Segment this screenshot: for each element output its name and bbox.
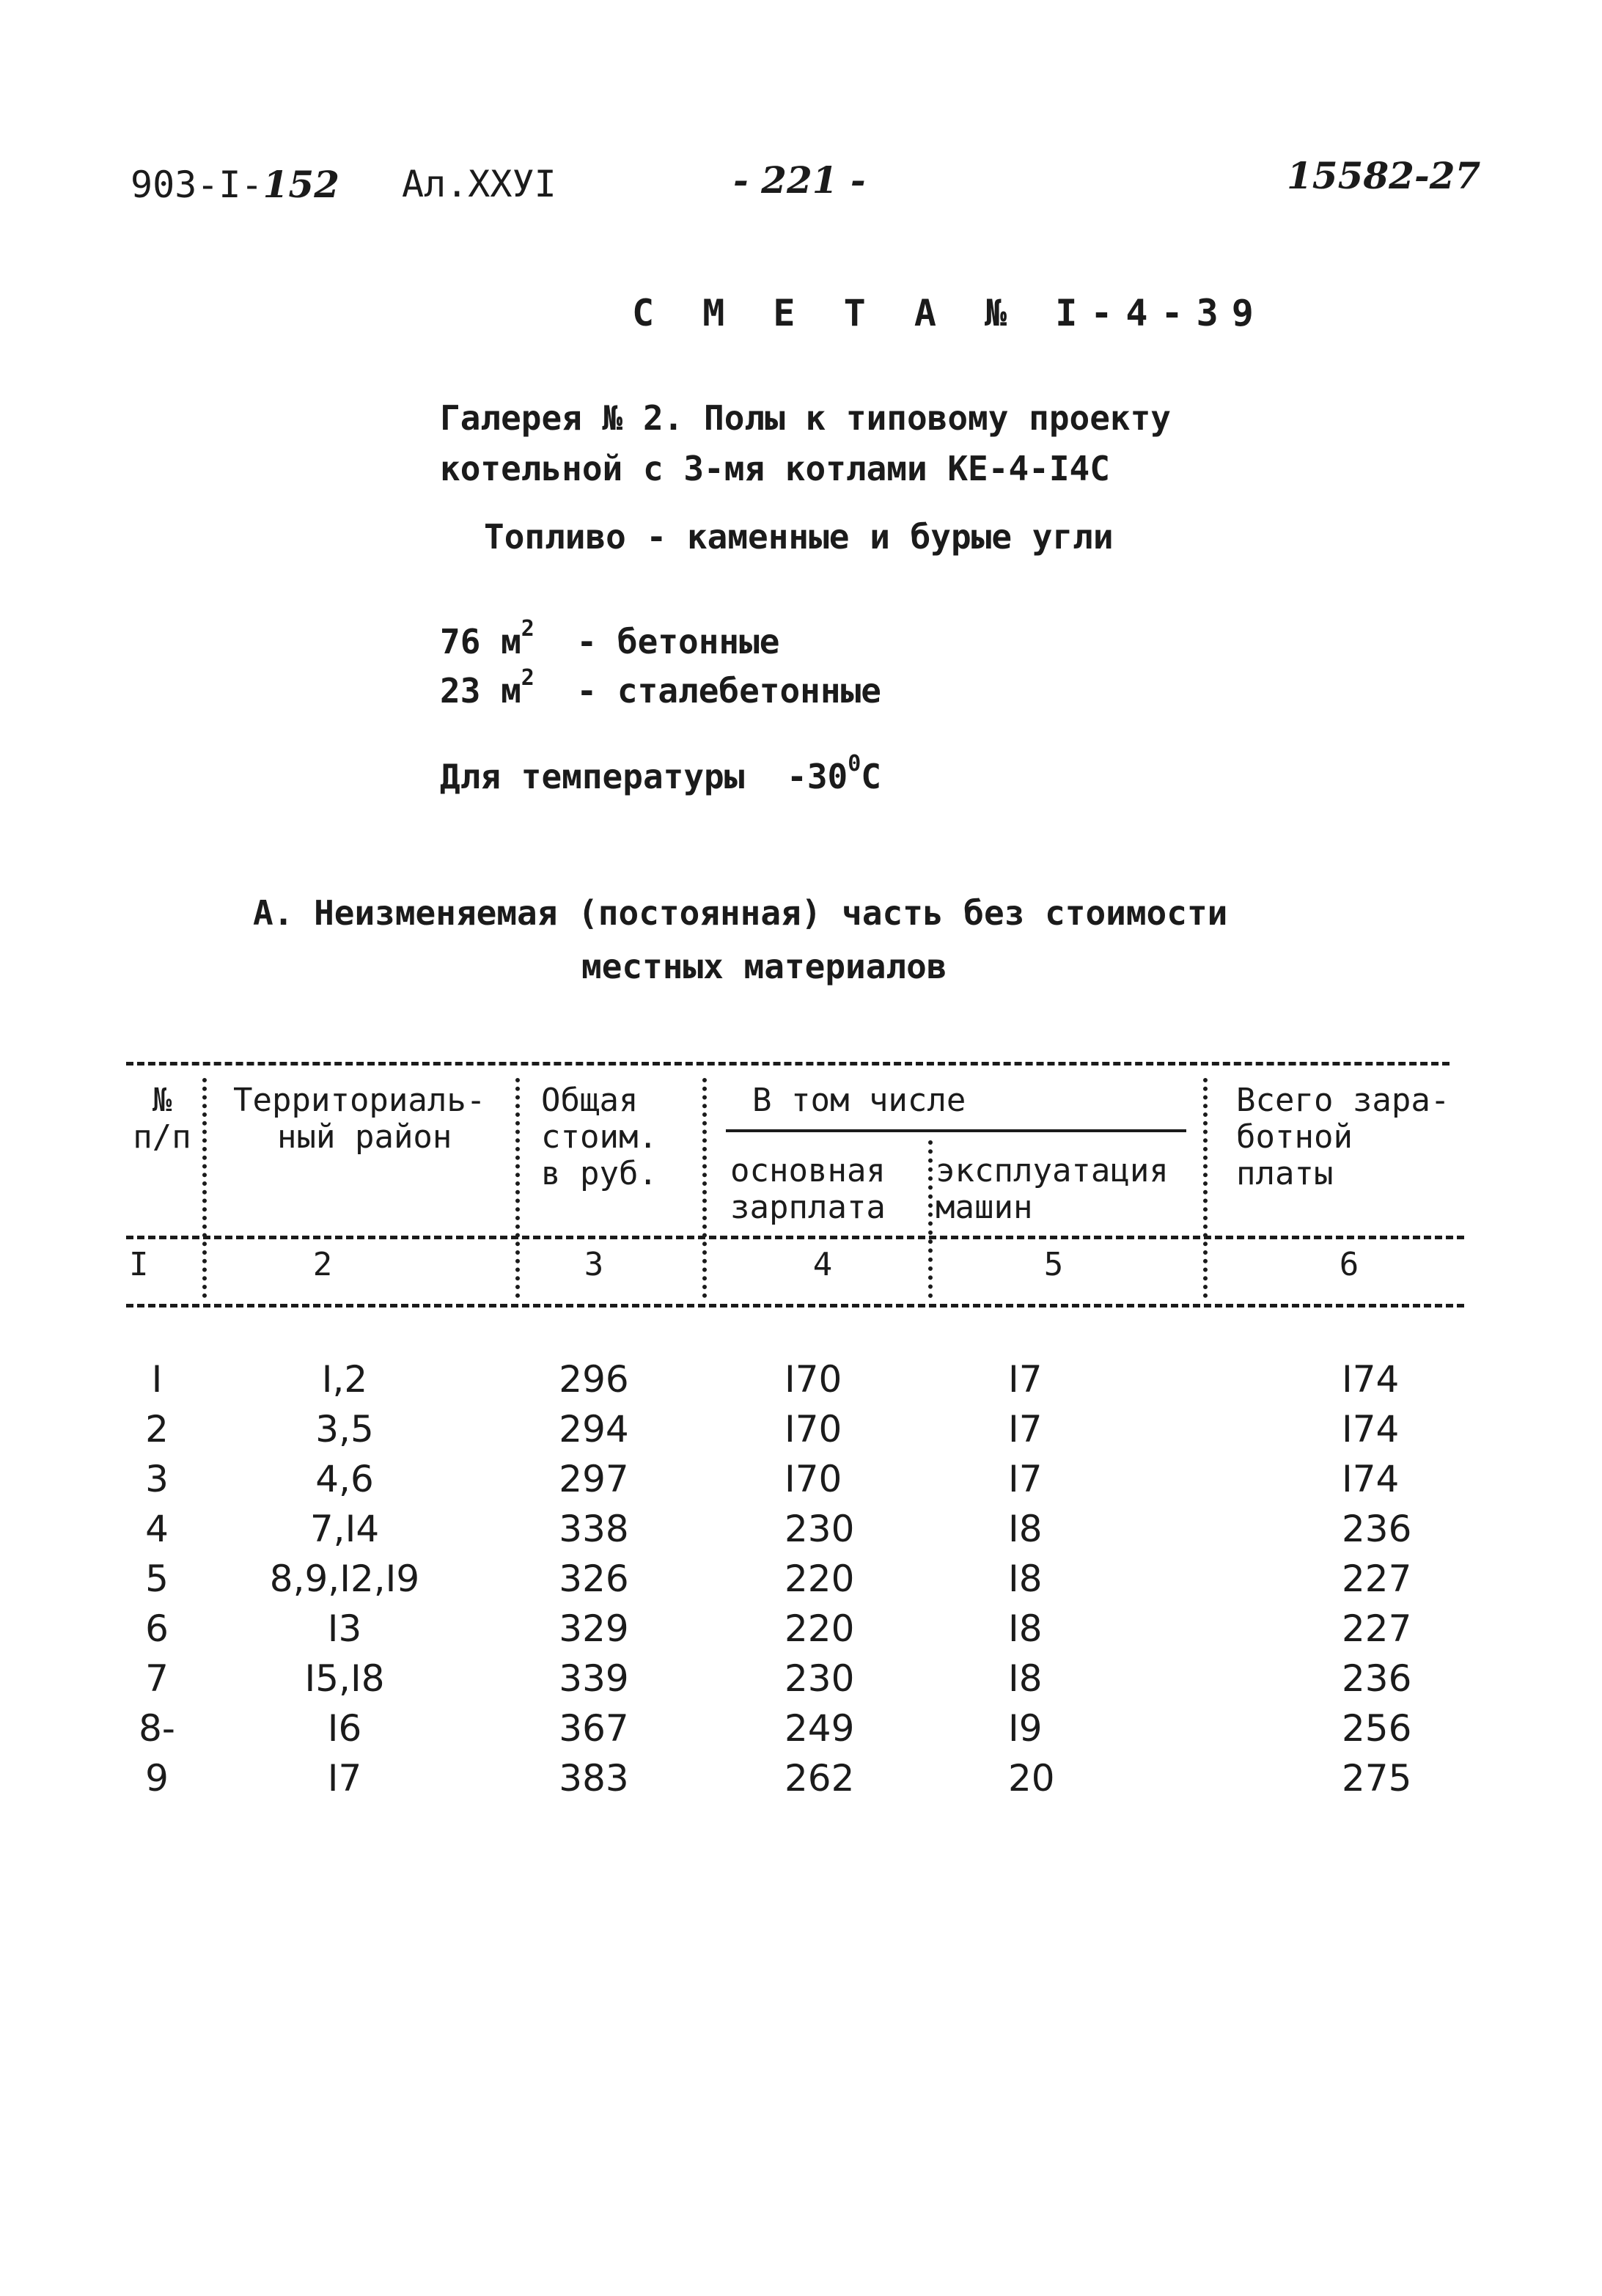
table-row	[0, 1408, 1602, 1458]
total-cost-cell: 326	[559, 1558, 629, 1600]
territorial-district-cell: I7	[327, 1757, 362, 1800]
total-wage-cell: 256	[1342, 1707, 1412, 1750]
total-cost-cell: 297	[559, 1458, 629, 1500]
header-bottom-rule	[126, 1236, 1464, 1239]
area-concrete-sup: 2	[521, 616, 534, 642]
subtitle-line-1: Галерея № 2. Полы к типовому проекту	[440, 398, 1171, 438]
machine-operation-cell: I7	[1008, 1458, 1043, 1500]
area-steel-concrete-value: 23 м	[440, 671, 521, 711]
document-code	[131, 163, 339, 206]
row-number-cell: I	[151, 1358, 163, 1401]
column-number: 6	[1339, 1246, 1359, 1283]
subtitle-line-2: котельной с 3-мя котлами КЕ-4-I4С	[440, 449, 1110, 488]
table-row	[0, 1508, 1602, 1558]
territorial-district-cell: 7,I4	[309, 1508, 380, 1550]
total-wage-cell: 227	[1342, 1607, 1412, 1650]
total-cost-cell: 329	[559, 1607, 629, 1650]
base-wage-cell: 220	[785, 1607, 855, 1650]
total-wage-cell: I74	[1342, 1458, 1400, 1500]
territorial-district-cell: 8,9,I2,I9	[269, 1558, 420, 1600]
table-row	[0, 1757, 1602, 1807]
base-wage-cell: I70	[785, 1408, 842, 1450]
base-wage-cell: 220	[785, 1558, 855, 1600]
machine-operation-cell: I8	[1008, 1558, 1043, 1600]
header-col4: основная зарплата	[730, 1152, 886, 1226]
total-wage-cell: 275	[1342, 1757, 1412, 1800]
total-wage-cell: 227	[1342, 1558, 1412, 1600]
machine-operation-cell: 20	[1008, 1757, 1055, 1800]
total-cost-cell: 383	[559, 1757, 629, 1800]
total-cost-cell: 367	[559, 1707, 629, 1750]
area-steel-concrete	[440, 665, 881, 711]
column-number: 5	[1043, 1246, 1064, 1283]
table-row	[0, 1707, 1602, 1757]
temperature-line	[440, 751, 881, 796]
territorial-district-cell: 4,6	[315, 1458, 374, 1500]
territorial-district-cell: I6	[327, 1707, 362, 1750]
total-wage-cell: I74	[1342, 1358, 1400, 1401]
row-number-cell: 8-	[139, 1707, 175, 1750]
total-wage-cell: I74	[1342, 1408, 1400, 1450]
sheet-number: 15582-27	[1287, 154, 1481, 197]
document-code-handwritten: 152	[262, 163, 339, 206]
header-col3: Общая стоим. в руб.	[541, 1082, 658, 1192]
page-number: - 221 -	[733, 158, 866, 202]
area-concrete	[440, 616, 780, 661]
machine-operation-cell: I9	[1008, 1707, 1043, 1750]
header-col5: эксплуатация машин	[936, 1152, 1169, 1226]
territorial-district-cell: 3,5	[315, 1408, 374, 1450]
table-row	[0, 1558, 1602, 1607]
section-heading-line-1: А. Неизменяемая (постоянная) часть без стоимости	[253, 893, 1228, 933]
row-number-cell: 2	[145, 1408, 169, 1450]
column-number: 4	[812, 1246, 833, 1283]
group-underline	[726, 1129, 1186, 1132]
row-number-cell: 3	[145, 1458, 169, 1500]
total-cost-cell: 296	[559, 1358, 629, 1401]
base-wage-cell: 230	[785, 1508, 855, 1550]
base-wage-cell: 249	[785, 1707, 855, 1750]
base-wage-cell: I70	[785, 1358, 842, 1401]
base-wage-cell: 230	[785, 1657, 855, 1700]
total-wage-cell: 236	[1342, 1657, 1412, 1700]
temperature-value: $-30^0С$	[787, 751, 881, 796]
territorial-district-cell: I,2	[321, 1358, 368, 1401]
total-cost-cell: 339	[559, 1657, 629, 1700]
area-concrete-value: 76 м	[440, 622, 521, 661]
machine-operation-cell: I7	[1008, 1358, 1043, 1401]
area-concrete-label: - бетонные	[576, 622, 780, 661]
column-numbers-row	[0, 1247, 1602, 1296]
machine-operation-cell: I8	[1008, 1508, 1043, 1550]
territorial-district-cell: I3	[327, 1607, 362, 1650]
table-row	[0, 1607, 1602, 1657]
total-cost-cell: 338	[559, 1508, 629, 1550]
machine-operation-cell: I8	[1008, 1607, 1043, 1650]
row-number-cell: 4	[145, 1508, 169, 1550]
document-code-typed: 903-I-	[131, 164, 263, 206]
column-number: I	[129, 1246, 149, 1283]
table-top-rule	[126, 1062, 1449, 1066]
machine-operation-cell: I7	[1008, 1408, 1043, 1450]
temperature-label: Для температуры	[440, 757, 745, 796]
row-number-cell: 5	[145, 1558, 169, 1600]
header-group: В том числе	[752, 1082, 966, 1119]
column-numbers-bottom-rule	[126, 1304, 1464, 1307]
area-steel-concrete-sup: 2	[521, 665, 534, 691]
table-row	[0, 1657, 1602, 1707]
section-heading-line-2: местных материалов	[581, 947, 947, 986]
table-row	[0, 1458, 1602, 1508]
machine-operation-cell: I8	[1008, 1657, 1043, 1700]
column-number: 2	[312, 1246, 333, 1283]
header-col6: Всего зара- ботной платы	[1236, 1082, 1450, 1192]
total-cost-cell: 294	[559, 1408, 629, 1450]
table-row	[0, 1358, 1602, 1408]
header-col1: № п/п	[133, 1082, 191, 1156]
column-number: 3	[584, 1246, 604, 1283]
area-steel-concrete-label: - сталебетонные	[576, 671, 881, 711]
row-number-cell: 7	[145, 1657, 169, 1700]
row-number-cell: 6	[145, 1607, 169, 1650]
base-wage-cell: I70	[785, 1458, 842, 1500]
document-title: С М Е Т А № I-4-39	[632, 292, 1267, 334]
header-col2: Территориаль- ный район	[233, 1082, 486, 1156]
base-wage-cell: 262	[785, 1757, 855, 1800]
total-wage-cell: 236	[1342, 1508, 1412, 1550]
album-number: Ал.XXУI	[402, 163, 556, 205]
territorial-district-cell: I5,I8	[304, 1657, 385, 1700]
fuel-line: Топливо - каменные и бурые угли	[484, 517, 1114, 557]
row-number-cell: 9	[145, 1757, 169, 1800]
